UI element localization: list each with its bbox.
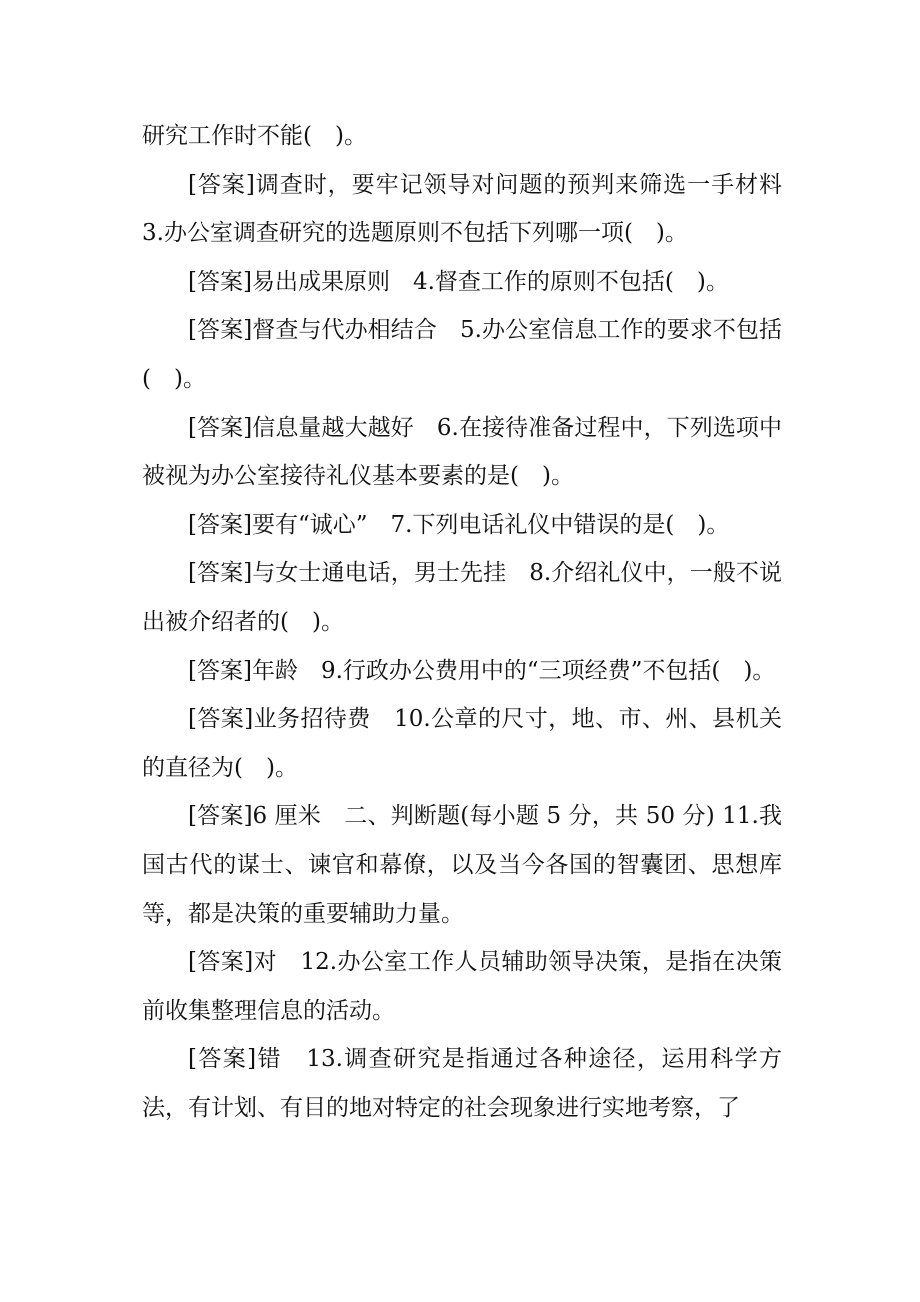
paragraph-answer-q3-question-4: [答案]易出成果原则 4.督查工作的原则不包括( )。 xyxy=(188,268,729,295)
paragraph-answer-q6-question-7: [答案]要有“诚心” 7.下列电话礼仪中错误的是( )。 xyxy=(188,511,730,538)
paragraph-answer-q8-question-9: [答案]年龄 9.行政办公费用中的“三项经费”不包括( )。 xyxy=(188,657,776,684)
paragraph-answer-q7-question-8: [答案]与女士通电话，男士先挂 8.介绍礼仪中，一般不说出被介绍者的( )。 xyxy=(142,560,782,635)
document-body xyxy=(142,112,805,1132)
paragraph-answer-q10-section-two-question-11: [答案]6 厘米 二、判断题(每小题 5 分，共 50 分) 11.我国古代的谋士、谏官和幕僚，以及当今各国的智囊团、思想库等，都是决策的重要辅助力量。 xyxy=(142,803,782,927)
paragraph-answer-q12-question-13: [答案]错 13.调查研究是指通过各种途径，运用科学方法，有计划、有目的地对特定的社会现象进行实地考察，了 xyxy=(142,1046,782,1121)
paragraph-continuation: 研究工作时不能( )。 xyxy=(142,123,367,149)
paragraph-answer-q2-question-3: [答案]调查时，要牢记领导对问题的预判来筛选一手材料 3.办公室调查研究的选题原则不包括下列哪一项( )。 xyxy=(142,171,805,247)
paragraph-answer-q9-question-10: [答案]业务招待费 10.公章的尺寸，地、市、州、县机关的直径为( )。 xyxy=(142,706,782,781)
paragraph-answer-q11-question-12: [答案]对 12.办公室工作人员辅助领导决策，是指在决策前收集整理信息的活动。 xyxy=(142,949,782,1024)
paragraph-answer-q5-question-6: [答案]信息量越大越好 6.在接待准备过程中，下列选项中被视为办公室接待礼仪基本要素的是( )。 xyxy=(142,414,782,490)
paragraph-answer-q4-question-5: [答案]督查与代办相结合 5.办公室信息工作的要求不包括( )。 xyxy=(142,317,782,392)
